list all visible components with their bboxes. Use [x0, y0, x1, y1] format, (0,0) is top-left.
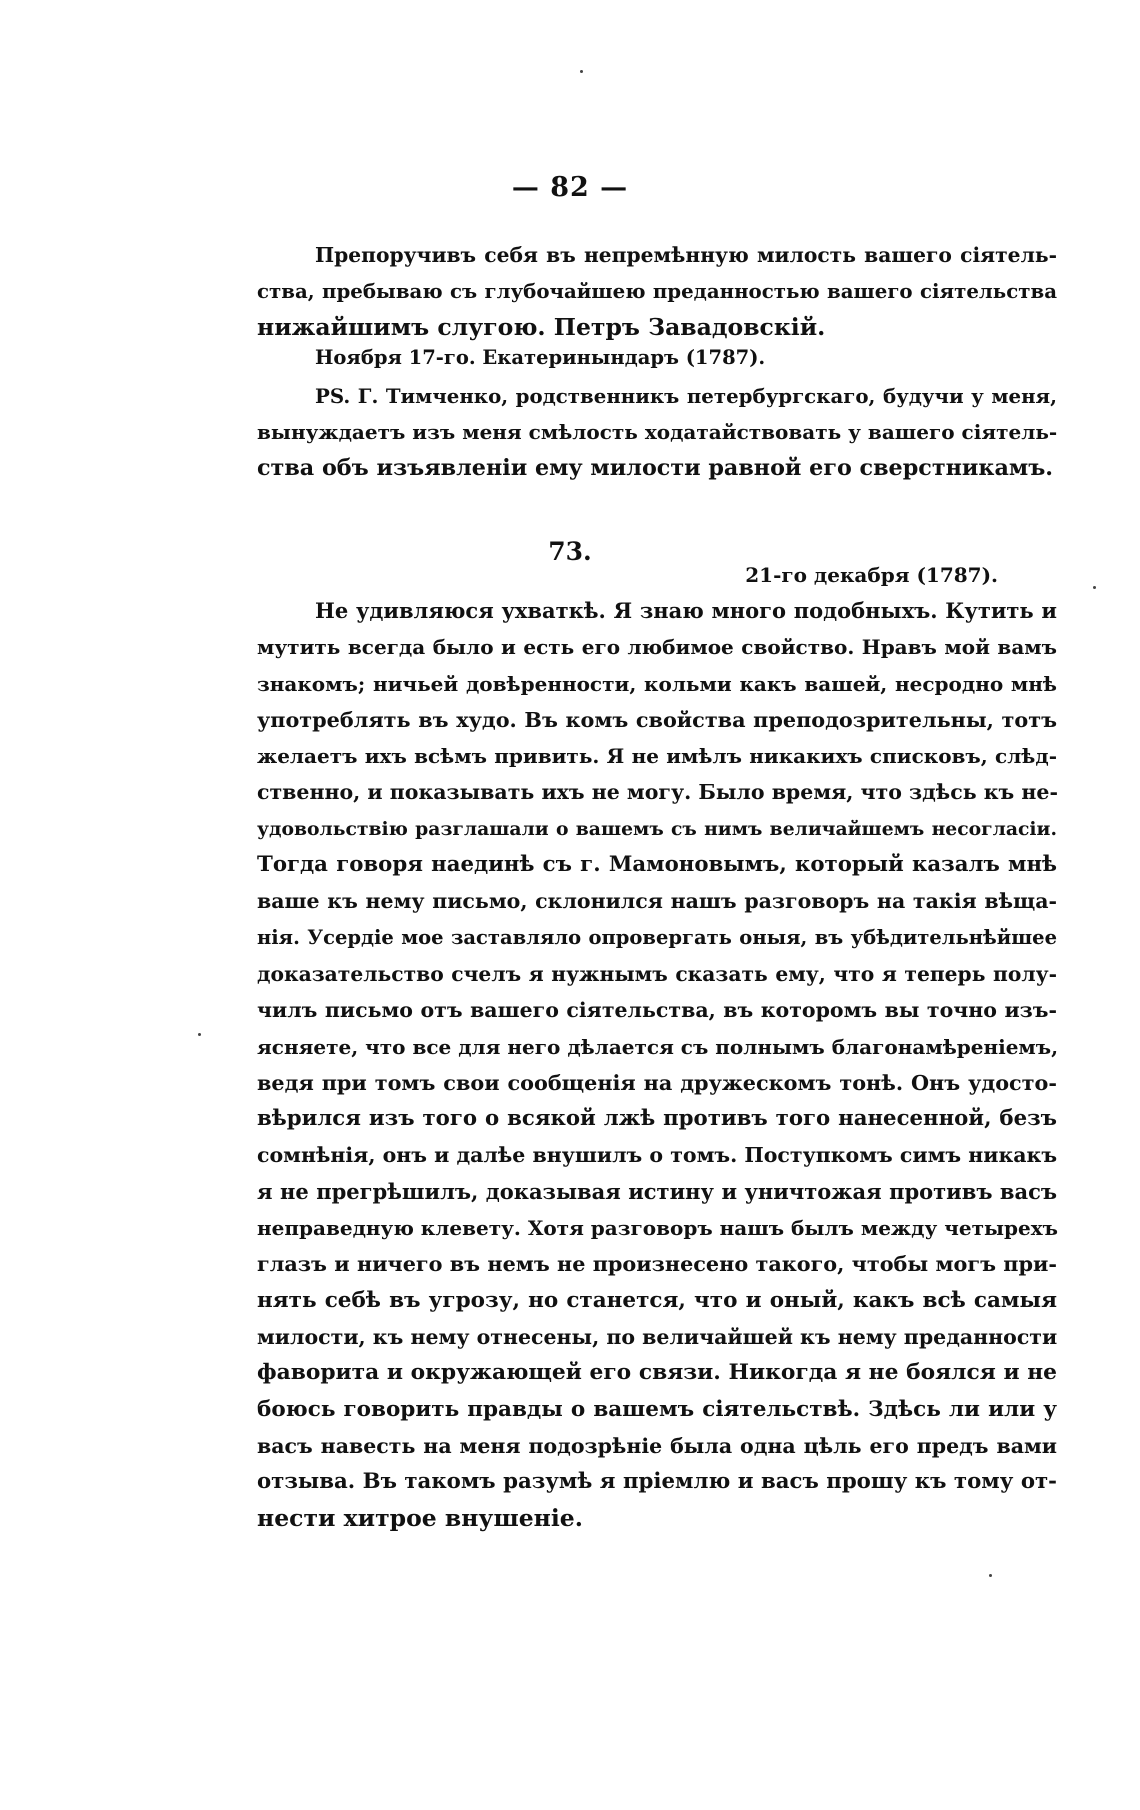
text-line: ведя при томъ свои сообщенія на дружескомъ тонѣ. Онъ удосто- [257, 1070, 1057, 1095]
text-line: ваше къ нему письмо, склонился нашъ разговоръ на такія вѣща- [257, 889, 1057, 914]
text-line: удовольствію разглашали о вашемъ съ нимъ величайшемъ несогласіи. [257, 817, 1057, 840]
text-line: Тогда говоря наединѣ съ г. Мамоновымъ, который казалъ мнѣ [257, 852, 1057, 878]
letter-73-body [257, 593, 1057, 1537]
text-line: сомнѣнія, онъ и далѣе внушилъ о томъ. Поступкомъ симъ никакъ [257, 1143, 1058, 1168]
page-number: — 82 — [511, 172, 629, 203]
scan-speck [580, 70, 583, 73]
text-line: Не удивляюся ухваткѣ. Я знаю много подобныхъ. Кутить и [315, 598, 1057, 623]
text-line: глазъ и ничего въ немъ не произнесено такого, чтобы могъ при- [257, 1252, 1057, 1277]
text-line: фаворита и окружающей его связи. Никогда я не боялся и не [257, 1360, 1057, 1386]
text-line: я не прегрѣшилъ, доказывая истину и уничтожая противъ васъ [257, 1178, 1057, 1204]
letter-72-closing [257, 237, 1057, 345]
text-line: PS. Г. Тимченко, родственникъ петербургскаго, будучи у меня, [315, 384, 1057, 408]
text-line: ясняете, что все для него дѣлается съ полнымъ благонамѣреніемъ, [257, 1034, 1059, 1059]
text-line: ства, пребываю съ глубочайшею преданностью вашего сіятельства [257, 279, 1057, 303]
letter-number: 73. [548, 537, 592, 566]
text-line: нія. Усердіе мое заставляло опровергать оныя, въ убѣдительнѣйшее [257, 925, 1057, 949]
text-line: нять себѣ въ угрозу, но станется, что и оный, какъ всѣ самыя [257, 1287, 1057, 1313]
text-line: чилъ письмо отъ вашего сіятельства, въ которомъ вы точно изъ- [257, 998, 1057, 1023]
text-line: доказательство счелъ я нужнымъ сказать ему, что я теперь полу- [257, 961, 1057, 986]
text-line: знакомъ; ничьей довѣренности, кольми какъ вашей, несродно мнѣ [257, 671, 1057, 696]
signature-line: нижайшимъ слугою. Петръ Завадовскій. [257, 313, 826, 341]
text-line: отзыва. Въ такомъ разумѣ я пріемлю и васъ прошу къ тому от- [257, 1469, 1057, 1495]
scan-speck [1093, 586, 1096, 589]
text-line: васъ навесть на меня подозрѣніе была одна цѣль его предъ вами [257, 1433, 1057, 1458]
letter-72-date [257, 341, 1057, 375]
scan-speck [198, 1033, 201, 1036]
text-line: боюсь говорить правды о вашемъ сіятельствѣ. Здѣсь ли или у [257, 1396, 1057, 1422]
text-line: ства объ изъявленіи ему милости равной его сверстникамъ. [257, 455, 1054, 481]
text-line: ственно, и показывать ихъ не могу. Было время, что здѣсь къ не- [257, 780, 1058, 805]
text-line: неправедную клевету. Хотя разговоръ нашъ былъ между четырехъ [257, 1216, 1058, 1241]
scan-speck [989, 1574, 992, 1577]
text-line: милости, къ нему отнесены, по величайшей къ нему преданности [257, 1324, 1058, 1349]
letter-date: 21-го декабря (1787). [745, 563, 998, 587]
text-line: вѣрился изъ того о всякой лжѣ противъ того нанесенной, безъ [257, 1106, 1057, 1132]
text-line: вынуждаетъ изъ меня смѣлость ходатайствовать у вашего сіятель- [257, 420, 1058, 444]
text-line: употреблять въ худо. Въ комъ свойства преподозрительны, тотъ [257, 707, 1057, 732]
text-line: мутить всегда было и есть его любимое свойство. Нравъ мой вамъ [257, 635, 1057, 660]
postscript [257, 378, 1057, 486]
text-line: Препоручивъ себя въ непремѣнную милость вашего сіятель- [315, 243, 1057, 267]
date-line: Ноября 17-го. Екатеринындаръ (1787). [315, 346, 766, 369]
text-line: желаетъ ихъ всѣмъ привить. Я не имѣлъ никакихъ списковъ, слѣд- [257, 744, 1057, 769]
text-line: нести хитрое внушеніе. [257, 1504, 583, 1533]
